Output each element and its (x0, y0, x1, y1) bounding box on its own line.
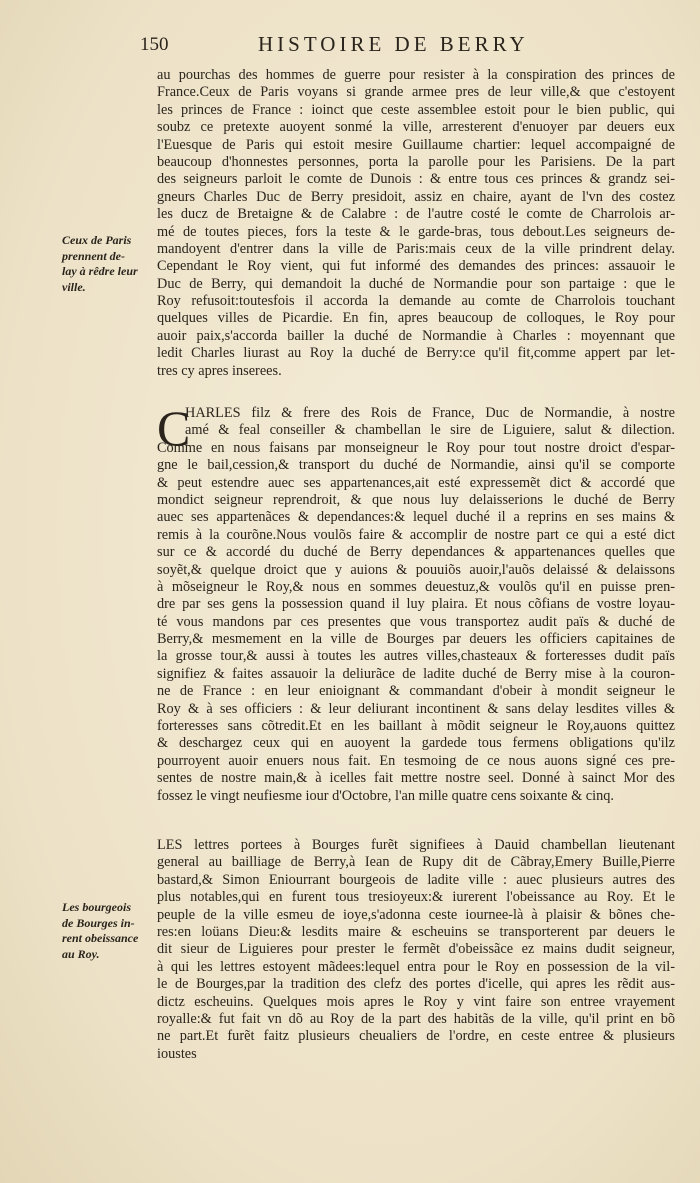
text-line: sentes de nostre main,& à icelles fait mettre nostre seel. Donné à sainct Mor des (157, 770, 675, 787)
text-line: pourroyent auoir enuers nous fait. En tesmoing de ce nous auons signé ces pre- (157, 752, 675, 769)
drop-cap: C (157, 400, 191, 456)
running-title: HISTOIRE DE BERRY (258, 32, 529, 56)
text-line: soyẽt,& quelque droict que y auions & pouuiõs auoir,l'auõs delaissé & delaissons (157, 561, 675, 578)
margin-note-line: prennent de- (62, 248, 125, 263)
text-line: signifiez & faites assauoir la deliurãce de ladite duché de Berry mise à la couron- (157, 665, 675, 682)
text-line: dictz escheuins. Quelques mois apres le Roy y vint faire son entree vrayement (157, 993, 675, 1010)
text-line: gneurs Charles Duc de Berry presidoit, assiz en chaire, ayant de l'vn des costez (157, 188, 675, 205)
margin-note-paris (62, 233, 154, 295)
text-line: peuple de la ville esmeu de ioye,s'adonna ceste iournee-là à plaisir & bõnes che- (157, 906, 675, 923)
text-line: au pourchas des hommes de guerre pour resister à la conspiration des princes de (157, 67, 675, 83)
text-line: LES lettres portees à Bourges furẽt signifiees à Dauid chambellan lieutenant (157, 837, 675, 853)
margin-note-line: ville. (62, 279, 86, 294)
margin-note-line: rent obeissance (62, 931, 139, 945)
text-line: Roy & à ses officiers : & leur deliurant incontinent & sans delay lesdites villes & (157, 700, 675, 717)
page-number: 150 (140, 34, 169, 55)
text-line: royalle:& fut fait vn dõ au Roy de la part des habitãs de la ville, qu'il print en bõ (157, 1010, 675, 1027)
text-line: & peut estendre auec ses appartenances,ait esté expressemẽt dict & accordé que (157, 474, 675, 491)
margin-note-line: Ceux de Paris (62, 233, 132, 247)
text-line: ioustes (157, 1045, 197, 1062)
text-line: Duc de Berry, qui demandoit la duché de Normandie pour son partaige : que le (157, 275, 675, 292)
text-line: té vous mandons par ces presentes que vous transportez audit païs & duché de (157, 613, 675, 630)
text-line: auec ses appartenãces & dependances:& lequel duché il a reprins en ses mains & (157, 509, 675, 526)
paragraph-letter (157, 400, 675, 805)
text-line: ne de France : en leur enioignant & commandant d'obeir à mondit seigneur le (157, 683, 675, 700)
text-line: plus notables,qui en furent tous tresioyeux:& iurerent l'obeissance au Roy. Et le (157, 889, 675, 906)
margin-note-line: au Roy. (62, 946, 100, 961)
text-line: amé & feal conseiller & chambellan le sire de Liguiere, salut & dilection. (185, 422, 675, 439)
text-line: tres cy apres inserees. (157, 362, 282, 379)
text-line: soubz ce pretexte auoyent sonmé la ville, arresterent d'enuoyer par deuers eux (157, 119, 675, 136)
text-line: à mõseigneur le Roy,& nous en sommes deuestuz,& voulõs qu'il en puisse pren- (157, 578, 675, 595)
text-line: la grosse tour,& aussi à toutes les autres villes,chasteaux & forteresses dudit païs (157, 648, 675, 665)
text-line: mé de toutes pieces, fors la teste & le garde-bras, tous debout.Les seigneurs de- (157, 223, 675, 240)
text-line: les ducz de Bretaigne & de Calabre : de l'autre costé le comte de Charrolois ar- (157, 206, 675, 223)
text-line: dit sieur de Liguieres pour prester le fermẽt d'obeissãce ez mains dudit seigneur, (157, 941, 675, 958)
text-line: res:en loüans Dieu:& lesdits maire & escheuins se transporterent par deuers le (157, 923, 675, 940)
text-line: sur ce & accordé du duché de Berry dependances & appartenances quelles que (157, 544, 675, 561)
text-line: Roy refusoit:toutesfois il accorda la demande au comte de Charrolois touchant (157, 293, 675, 310)
text-line: & deschargez ceux qui en auoyent la gardede tous fermens obligations qu'ilz (157, 735, 675, 752)
page-header (140, 30, 660, 60)
text-line: gne le bail,cession,& transport du duché de Normandie, ainsi qu'il se comporte (157, 457, 675, 474)
text-line: mandoyent d'entrer dans la ville de Paris:mais ceux de la ville prindrent delay. (157, 240, 675, 257)
text-line: l'Euesque de Paris qui estoit mesire Guillaume chartier: lequel accompaigné de (157, 136, 675, 153)
text-line: beaucoup d'honnestes personnes, porta la parolle pour les Parisiens. De la part (157, 153, 675, 170)
text-line: à qui les lettres estoyent mãdees:lequel entra pour le Roy en possession de la vil- (157, 958, 675, 975)
text-line: general au bailliage de Berry,à Iean de Rupy dit de Cãbray,Emery Buille,Pierre (157, 854, 675, 871)
text-line: ledit Charles liurast au Roy la duché de Berry:ce qu'il fit,comme appert par let- (157, 345, 675, 362)
margin-note-line: lay à rêdre leur (62, 264, 138, 278)
text-line: des seigneurs parloit le comte de Dunois : & entre tous ces princes & grandz sei- (157, 171, 675, 188)
paragraph-paris (157, 67, 675, 380)
text-line: quelques villes de Picardie. En fin, apres beaucoup de colloques, le Roy pour (157, 310, 675, 327)
text-line: France.Ceux de Paris voyans si grande armee pres de leur ville,& que c'estoyent (157, 84, 675, 101)
text-line: HARLES filz & frere des Rois de France, Duc de Normandie, à nostre (185, 405, 675, 421)
text-line: remis à la courõne.Nous voulõs faire & accomplir de nostre part ce qui a esté dict (157, 526, 675, 543)
text-line: Cependant le Roy vient, qui fut informé des demandes des princes: assauoir le (157, 258, 675, 275)
text-line: mondict seigneur reprendroit, & que nous luy delaisserions le duché de Berry (157, 491, 675, 508)
paragraph-bourges (157, 837, 675, 1063)
text-line: ne part.Et furẽt faitz plusieurs cheualiers de l'ordre, en ceste entree & plusieurs (157, 1028, 675, 1045)
text-line: les princes de France : ioinct que ceste assemblee estoit pour le bien public, qui (157, 101, 675, 118)
text-line: auoir paix,s'accorda bailler la duché de Normandie à Charles : moyennant que (157, 327, 675, 344)
text-line: bastard,& Simon Eniourrant bourgeois de ladite ville : auec plusieurs autres des (157, 871, 675, 888)
text-line: le de Bourges,par la tradition des clefz des portes d'icelle, qui apres les rẽdit aus- (157, 976, 675, 993)
text-line: dre par ses gens la possession quand il luy plaira. Et nous cõfians de vostre loyau- (157, 596, 675, 613)
margin-note-line: de Bourges in- (62, 915, 135, 930)
margin-note-line: Les bourgeois (62, 900, 131, 914)
text-line: forteresses sans cõtredit.Et en les baillant à mõdit seigneur le Roy,auons quittez (157, 718, 675, 735)
margin-note-bourges (62, 900, 154, 962)
text-line: fossez le vingt neufiesme iour d'Octobre, l'an mille quatre cens soixante & cinq. (157, 787, 614, 804)
text-line: Comme en nous faisans par monseigneur le Roy pour tout nostre droict d'espar- (157, 439, 675, 456)
text-line: Berry,& mesmement en la ville de Bourges par deuers les officiers capitaines de (157, 631, 675, 648)
